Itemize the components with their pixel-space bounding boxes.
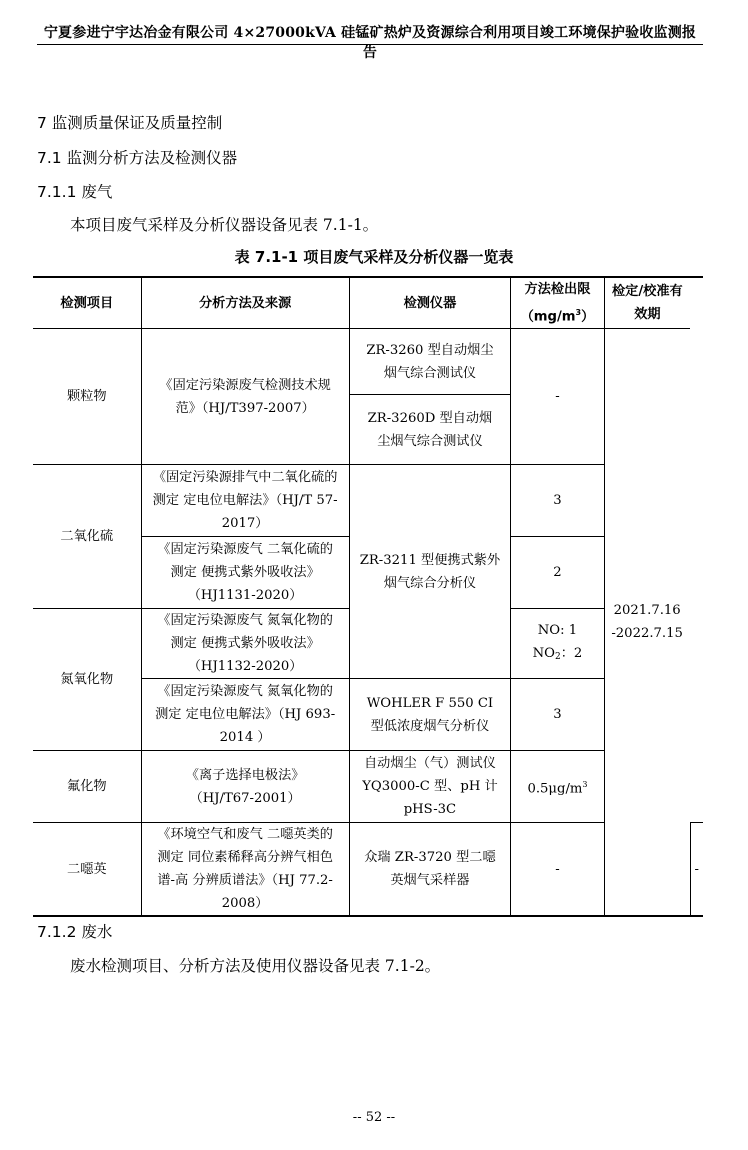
page-header: 宁夏参进宁宇达冶金有限公司 4×27000kVA 硅锰矿热炉及资源综合利用项目竣工环境保护验收监测报告	[43, 25, 697, 61]
table-header-row	[33, 277, 703, 329]
fluoride-instrument: 自动烟尘（气）测试仪 YQ3000-C 型、pH 计 pHS-3C	[349, 751, 511, 823]
so2-limit-2: 2	[511, 537, 605, 609]
header-limit-close: ）	[581, 309, 595, 325]
particulate-instrument-1: ZR-3260 型自动烟尘烟气综合测试仪	[349, 329, 511, 395]
section-7-heading: 7 监测质量保证及质量控制	[37, 114, 223, 132]
nox-limit-2: 3	[511, 679, 605, 751]
fluoride-method: 《离子选择电极法》（HJ/T67-2001）	[141, 751, 349, 823]
fluoride-limit-value: 0.5μg/m	[527, 781, 583, 797]
header-valid: 检定/校准有效期	[604, 277, 690, 329]
so2-limit-1: 3	[511, 465, 605, 537]
header-method: 分析方法及来源	[141, 277, 349, 329]
particulate-limit: -	[511, 329, 605, 465]
header-instrument: 检测仪器	[349, 277, 511, 329]
instrument-table	[33, 276, 703, 917]
section-7-1-2-heading: 7.1.2 废水	[37, 923, 113, 941]
header-limit	[511, 277, 605, 329]
header-item: 检测项目	[33, 277, 141, 329]
page-number: -- 52 --	[352, 1110, 396, 1125]
particulate-item: 颗粒物	[33, 329, 141, 465]
dioxin-valid: -	[690, 823, 703, 917]
fluoride-limit-sup: 3	[582, 780, 588, 790]
table-row	[33, 751, 703, 823]
table-row	[33, 329, 703, 395]
nox-limit-no2-sub: 2	[554, 651, 561, 662]
so2-instrument: ZR-3211 型便携式紫外烟气综合分析仪	[349, 465, 511, 679]
particulate-method: 《固定污染源废气检测技术规范》（HJ/T397-2007）	[141, 329, 349, 465]
header-limit-label: 方法检出限	[524, 282, 591, 297]
table-row	[33, 823, 703, 917]
nox-method-1: 《固定污染源废气 氮氧化物的测定 便携式紫外吸收法》（HJ1132-2020）	[141, 609, 349, 679]
nox-limit-no2-pre: NO	[532, 645, 555, 661]
fluoride-limit	[511, 751, 605, 823]
nox-limit-no2-post: ：2	[560, 645, 583, 661]
section-7-1-1-heading: 7.1.1 废气	[37, 183, 113, 201]
dioxin-item: 二噁英	[33, 823, 141, 917]
section-7-1-heading: 7.1 监测分析方法及检测仪器	[37, 149, 238, 167]
intro-paragraph: 本项目废气采样及分析仪器设备见表 7.1-1。	[70, 216, 379, 234]
so2-item: 二氧化硫	[33, 465, 141, 609]
fluoride-item: 氟化物	[33, 751, 141, 823]
nox-method-2: 《固定污染源废气 氮氧化物的测定 定电位电解法》（HJ 693-2014 ）	[141, 679, 349, 751]
dioxin-instrument: 众瑞 ZR-3720 型二噁英烟气采样器	[349, 823, 511, 917]
nox-limit-no2-line	[515, 642, 600, 669]
dioxin-limit: -	[511, 823, 605, 917]
nox-item: 氮氧化物	[33, 609, 141, 751]
header-limit-unit-line	[515, 301, 600, 328]
valid-period: 2021.7.16 -2022.7.15	[604, 329, 690, 917]
intro-paragraph-2: 废水检测项目、分析方法及使用仪器设备见表 7.1-2。	[70, 957, 441, 975]
so2-method-2: 《固定污染源废气 二氧化硫的测定 便携式紫外吸收法》（HJ1131-2020）	[141, 537, 349, 609]
so2-method-1: 《固定污染源排气中二氧化硫的测定 定电位电解法》（HJ/T 57-2017）	[141, 465, 349, 537]
table-caption: 表 7.1-1 项目废气采样及分析仪器一览表	[234, 248, 514, 266]
header-limit-unit: （mg/m	[520, 309, 576, 325]
nox-limit-1	[511, 609, 605, 679]
nox-limit-no: NO: 1	[537, 622, 578, 638]
header-rule	[37, 44, 703, 45]
nox-instrument-2: WOHLER F 550 CI 型低浓度烟气分析仪	[349, 679, 511, 751]
dioxin-method: 《环境空气和废气 二噁英类的测定 同位素稀释高分辨气相色谱-高 分辨质谱法》（HJ 77.2-2008）	[141, 823, 349, 917]
header-limit-sup: 3	[575, 308, 582, 317]
particulate-instrument-2: ZR-3260D 型自动烟尘烟气综合测试仪	[349, 395, 511, 465]
table-row	[33, 465, 703, 537]
